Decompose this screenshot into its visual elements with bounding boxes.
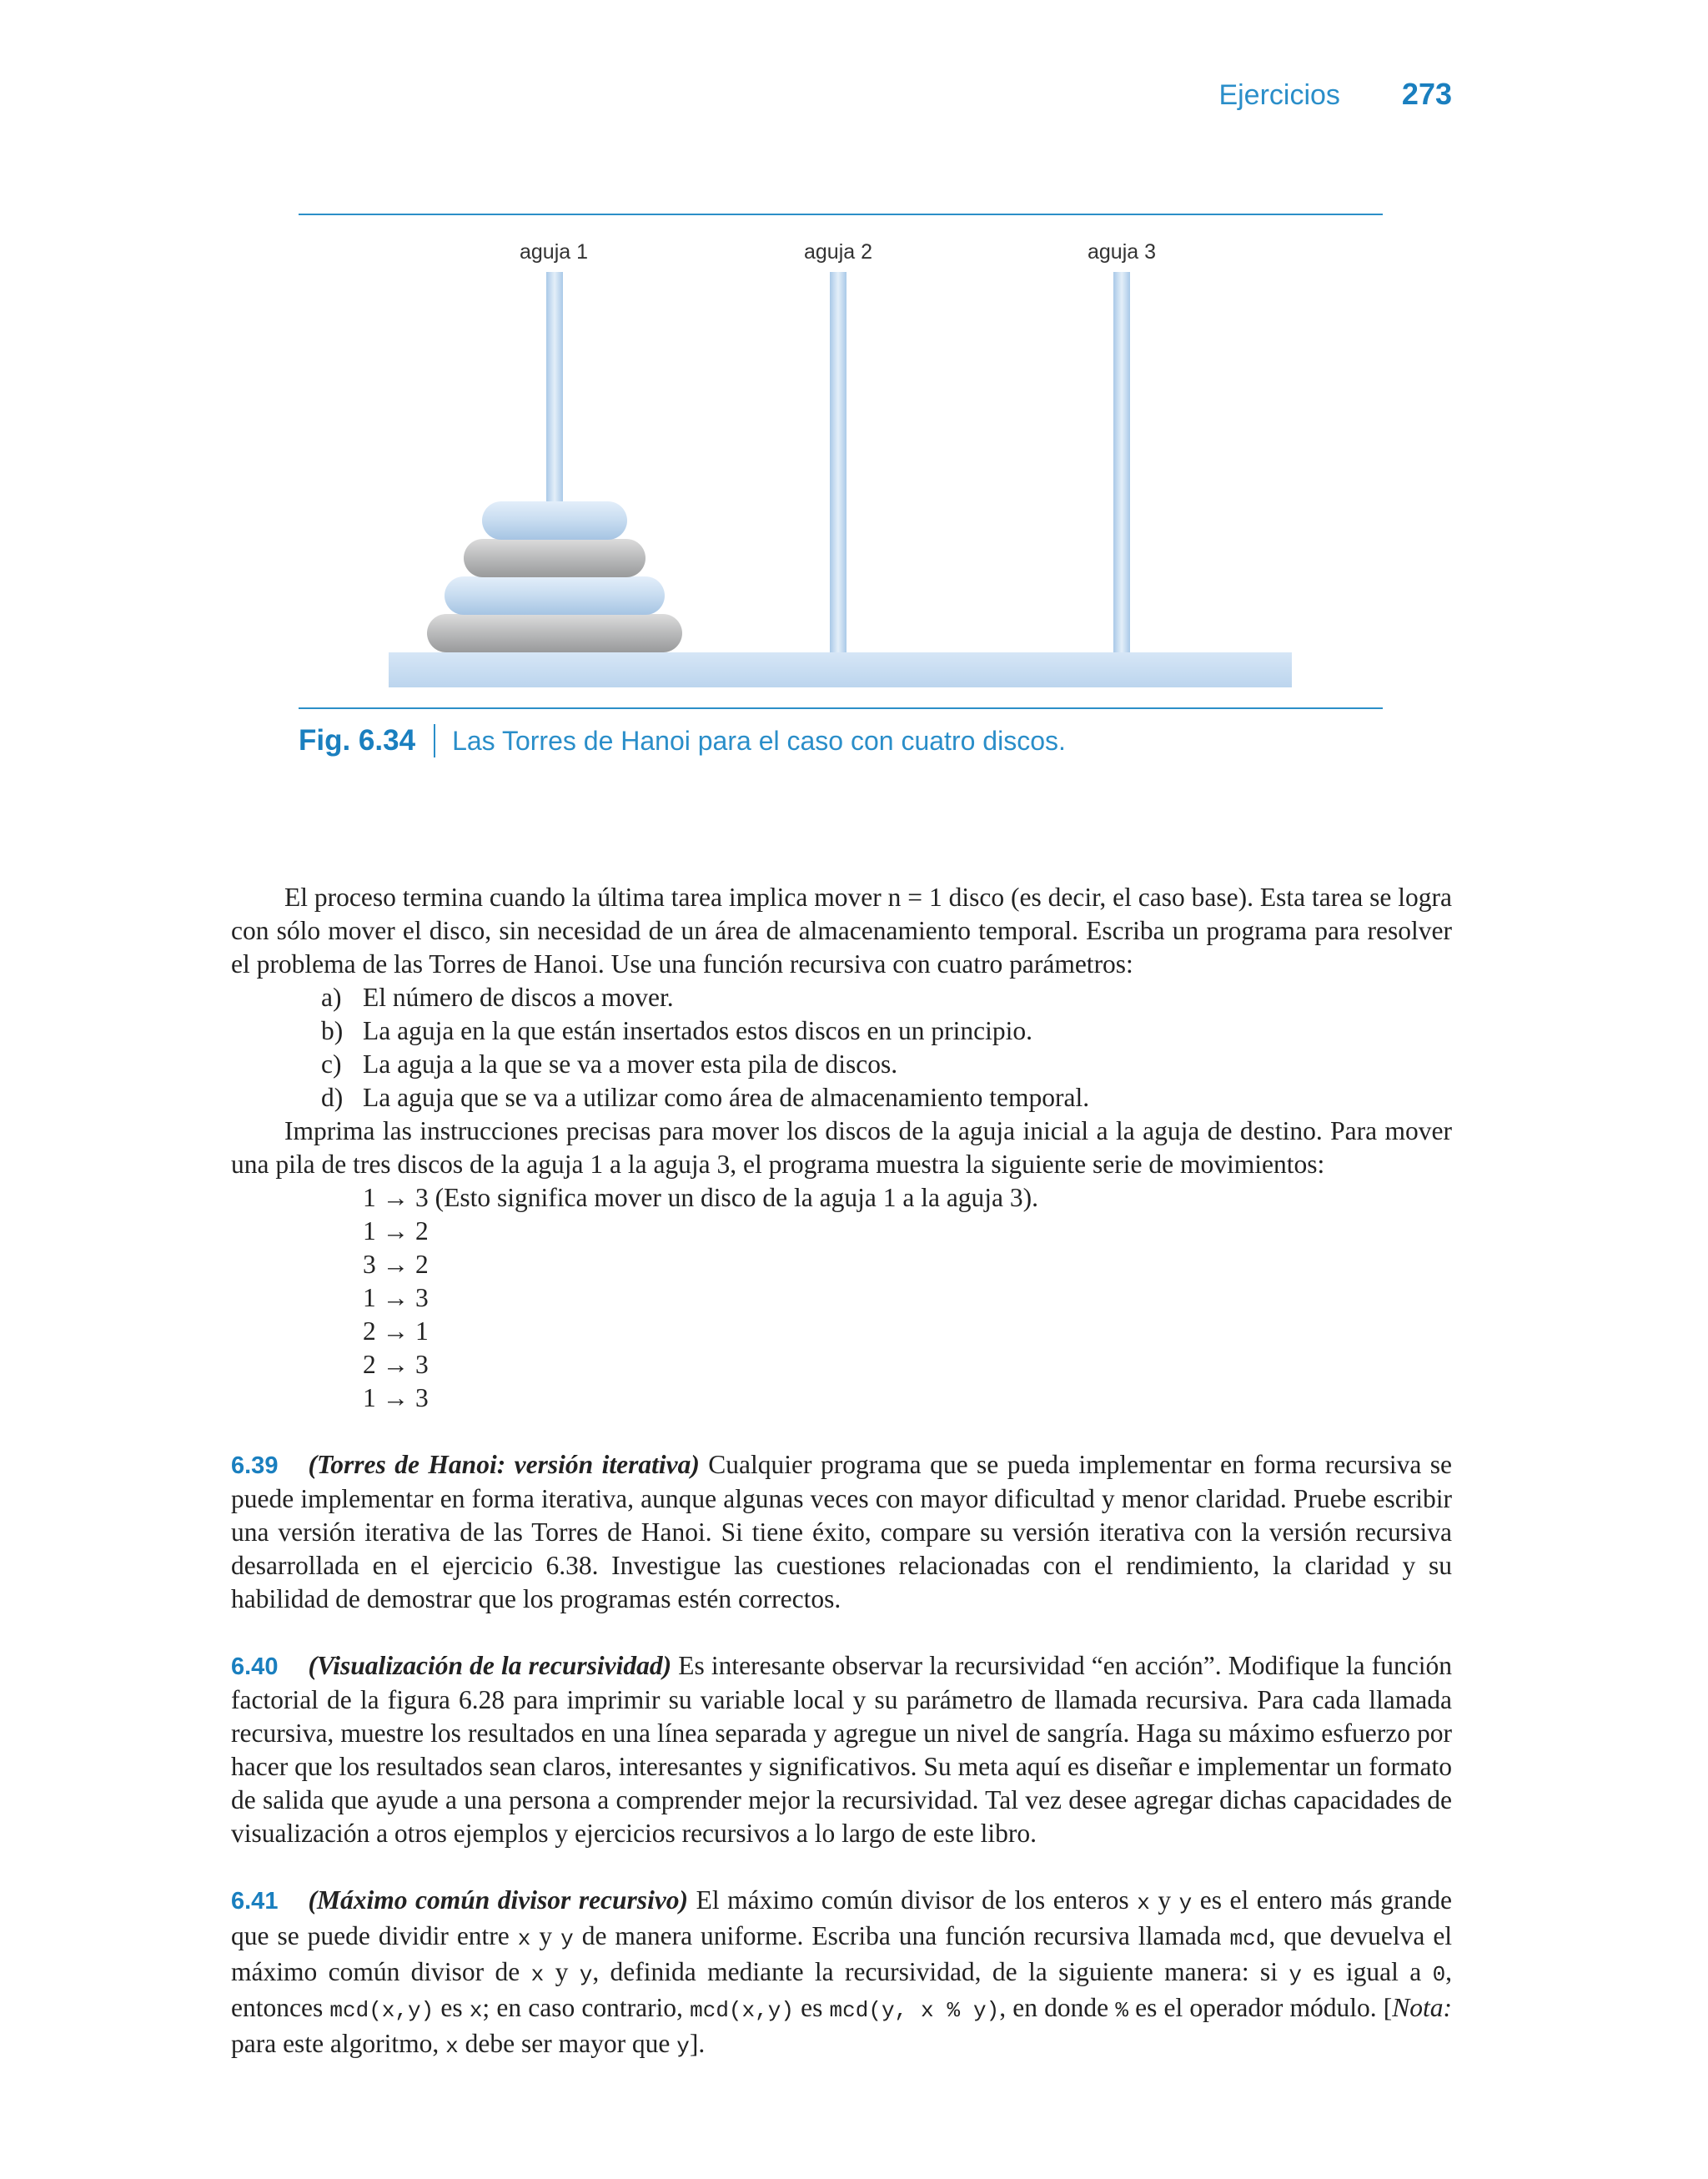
exercise-text: Cualquier programa que se pueda implementar en forma recursiva se puede implementar en forma iterativa, aunque algunas veces con mayor dificultad y menor claridad. Pruebe escribir una versión iterativa de las Torres de Hanoi. Si tiene éxito, compare su versión iterativa con la versión recursiva desarrollada en el ejercicio 6.38. Investigue las cuestiones relacionadas con el rendimiento, la claridad y su habilidad de demostrar que los programas estén correctos. <box>231 1450 1453 1613</box>
code-y: y <box>1289 1962 1302 1987</box>
list-item <box>231 981 1452 1014</box>
list-label: d) <box>321 1083 344 1112</box>
list-label: b) <box>321 1016 344 1045</box>
text-run: es igual a <box>1313 1957 1422 1986</box>
body-text <box>231 881 1452 2063</box>
nota-label: Nota: <box>1392 1993 1453 2022</box>
list-item <box>231 1081 1452 1115</box>
peg-2 <box>830 272 846 656</box>
exercise-title: (Visualización de la recursividad) <box>308 1651 672 1680</box>
text-run: es <box>801 1993 823 2022</box>
figure-caption <box>299 724 1066 757</box>
list-item <box>231 1048 1452 1081</box>
disk-4 <box>427 614 682 652</box>
paragraph-1: El proceso termina cuando la última tarea implica mover n = 1 disco (es decir, el caso base). Esta tarea se logra con sólo mover el disco, sin necesidad de un área de almacenamiento temporal. Escriba un programa para resolver el problema de las Torres de Hanoi. Use una función recursiva con cuatro parámetros: <box>231 883 1452 979</box>
list-text: La aguja a la que se va a mover esta pila de discos. <box>363 1049 898 1079</box>
code-y: y <box>676 2034 690 2059</box>
disk-1 <box>482 501 627 540</box>
exercise-6-41 <box>231 1884 1452 2063</box>
move-line: 1 → 3 (Esto significa mover un disco de la aguja 1 a la aguja 3). <box>363 1183 1039 1212</box>
text-run: y <box>539 1921 553 1950</box>
text-run: debe ser mayor que <box>465 2029 671 2058</box>
list-label: c) <box>321 1049 342 1079</box>
exercise-title: (Torres de Hanoi: versión iterativa) <box>308 1450 700 1479</box>
code-percent: % <box>1115 1998 1128 2023</box>
code-x: x <box>1137 1890 1150 1915</box>
code-x: x <box>469 1998 483 2023</box>
list-item <box>231 1014 1452 1048</box>
code-mcd-xy: mcd(x,y) <box>690 1998 794 2023</box>
caption-separator <box>434 724 435 757</box>
page-number: 273 <box>1401 77 1452 111</box>
hanoi-illustration <box>299 215 1383 707</box>
peg-3 <box>1113 272 1130 656</box>
running-head <box>1218 77 1452 112</box>
section-name: Ejercicios <box>1218 79 1340 111</box>
move-line: 2 → 1 <box>363 1316 429 1346</box>
text-run: es el entero más grande que se puede dividir entre <box>231 1885 1453 1950</box>
text-run: es <box>440 1993 463 2022</box>
code-mcd: mcd <box>1229 1926 1269 1951</box>
text-run: es el operador módulo. [ <box>1135 1993 1393 2022</box>
code-x: x <box>517 1926 531 1951</box>
text-run: para este algoritmo, <box>231 2029 440 2058</box>
list-text: La aguja en la que están insertados estos discos en un principio. <box>363 1016 1033 1045</box>
text-run: El máximo común divisor de los enteros <box>696 1885 1129 1915</box>
text-run: y <box>555 1957 569 1986</box>
peg-label-1: aguja 1 <box>519 240 589 264</box>
exercise-number: 6.39 <box>231 1452 279 1479</box>
peg-label-2: aguja 2 <box>803 240 873 264</box>
text-run: y <box>1158 1885 1172 1915</box>
text-run: ]. <box>689 2029 706 2058</box>
list-text: El número de discos a mover. <box>363 983 674 1012</box>
exercise-6-39 <box>231 1448 1452 1616</box>
code-zero: 0 <box>1432 1962 1446 1987</box>
text-run: ; en caso contrario, <box>482 1993 683 2022</box>
text-run: , definida mediante la recursividad, de la siguiente manera: si <box>592 1957 1278 1986</box>
code-x: x <box>445 2034 459 2059</box>
code-y: y <box>560 1926 574 1951</box>
paragraph-2: Imprima las instrucciones precisas para mover los discos de la aguja inicial a la aguja de destino. Para mover una pila de tres discos de la aguja 1 a la aguja 3, el programa muestra la siguiente serie de movimientos: <box>231 1116 1452 1179</box>
exercise-text: Es interesante observar la recursividad “en acción”. Modifique la función factorial de la figura 6.28 para imprimir su variable local y su parámetro de llamada recursiva. Para cada llamada recursiva, muestre los resultados en una línea separada y agregue un nivel de sangría. Haga su máximo esfuerzo por hacer que los resultados sean claros, interesantes y significativos. Su meta aquí es diseñar e implementar un formato de salida que ayude a una persona a comprender mejor la recursividad. Tal vez desee agregar dichas capacidades de visualización a otros ejemplos y ejercicios recursivos a lo largo de este libro. <box>231 1651 1453 1848</box>
move-line: 3 → 2 <box>363 1250 429 1279</box>
disk-3 <box>445 576 665 615</box>
disk-2 <box>464 539 646 577</box>
hanoi-figure <box>299 214 1383 709</box>
code-x: x <box>530 1962 545 1987</box>
move-line: 1 → 2 <box>363 1216 429 1246</box>
figure-caption-text: Las Torres de Hanoi para el caso con cuatro discos. <box>452 725 1066 756</box>
text-run: , entonces <box>231 1957 1453 2022</box>
move-line: 2 → 3 <box>363 1350 429 1379</box>
move-line: 1 → 3 <box>363 1383 429 1412</box>
code-y: y <box>1178 1890 1193 1915</box>
peg-label-3: aguja 3 <box>1087 240 1157 264</box>
text-run: , que devuelva el máximo común divisor de <box>231 1921 1453 1986</box>
list-text: La aguja que se va a utilizar como área de almacenamiento temporal. <box>363 1083 1090 1112</box>
exercise-number: 6.41 <box>231 1888 279 1915</box>
base <box>389 652 1292 687</box>
figure-label: Fig. 6.34 <box>299 724 416 757</box>
code-mcd-mod: mcd(y, x % y) <box>829 1998 1000 2023</box>
text-run: de manera uniforme. Escriba una función recursiva llamada <box>581 1921 1222 1950</box>
exercise-title: (Máximo común divisor recursivo) <box>308 1885 689 1915</box>
code-mcd-xy: mcd(x,y) <box>329 1998 435 2023</box>
code-y: y <box>579 1962 593 1987</box>
move-line: 1 → 3 <box>363 1283 429 1312</box>
list-label: a) <box>321 983 342 1012</box>
exercise-6-40 <box>231 1649 1452 1850</box>
exercise-number: 6.40 <box>231 1653 279 1680</box>
text-run: , en donde <box>999 1993 1109 2022</box>
